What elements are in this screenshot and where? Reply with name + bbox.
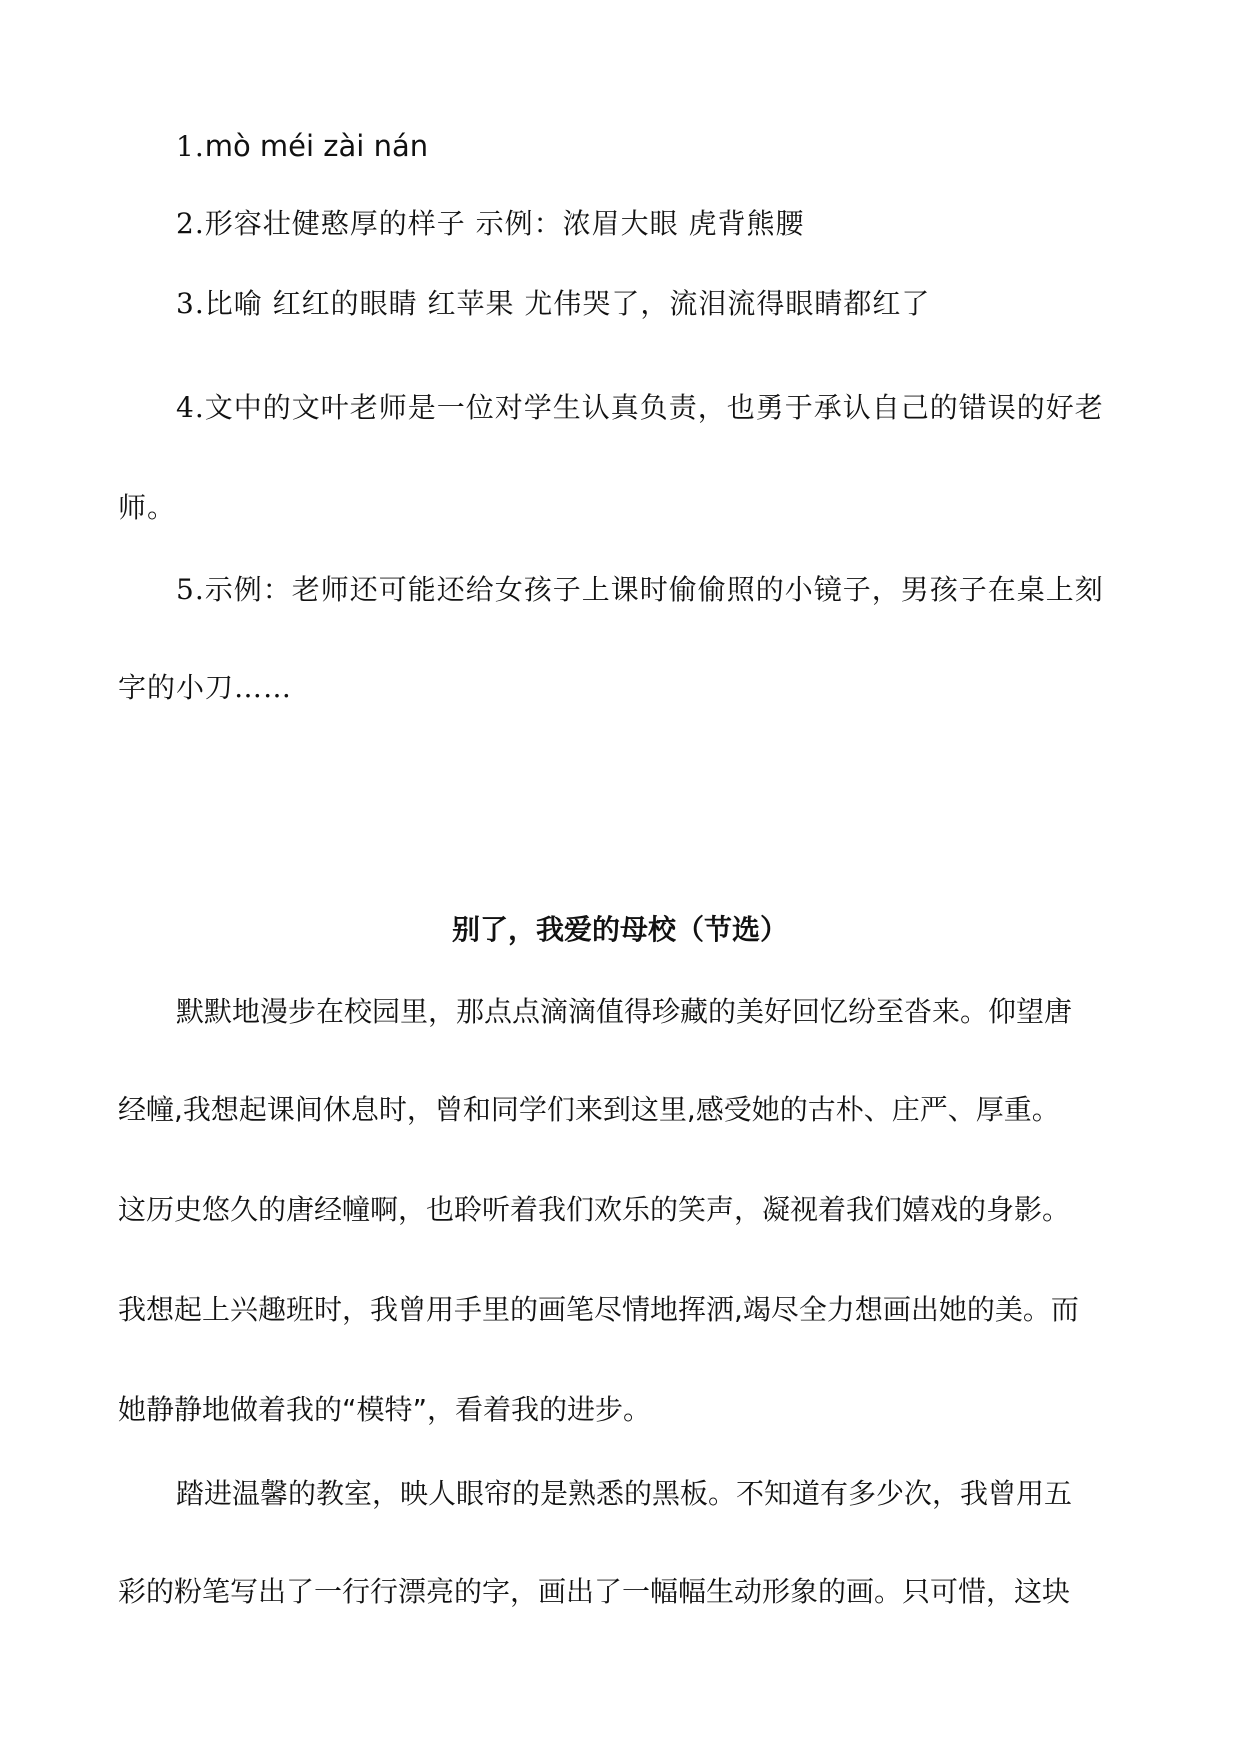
answer-4-line-2: 师。 [118,491,177,524]
answer-4-line-1: 4.文中的文叶老师是一位对学生认真负责，也勇于承认自己的错误的好老 [176,391,1104,424]
answer-1-pinyin: mò méi zài nán [204,129,429,163]
answer-3: 3.比喻 红红的眼睛 红苹果 尤伟哭了，流泪流得眼睛都红了 [176,287,931,320]
paragraph-1-line-2: 经幢,我想起课间休息时，曾和同学们来到这里,感受她的古朴、庄严、厚重。 [118,1093,1060,1126]
paragraph-2-line-2: 彩的粉笔写出了一行行漂亮的字，画出了一幅幅生动形象的画。只可惜，这块 [118,1575,1071,1608]
paragraph-1-line-4: 我想起上兴趣班时，我曾用手里的画笔尽情地挥洒,竭尽全力想画出她的美。而 [118,1293,1079,1326]
paragraph-2-line-1: 踏进温馨的教室，映人眼帘的是熟悉的黑板。不知道有多少次，我曾用五 [176,1477,1073,1510]
article-title: 别了，我爱的母校（节选） [451,913,788,946]
answer-2: 2.形容壮健憨厚的样子 示例：浓眉大眼 虎背熊腰 [176,207,805,240]
paragraph-1-line-1: 默默地漫步在校园里，那点点滴滴值得珍藏的美好回忆纷至沓来。仰望唐 [176,995,1073,1028]
answer-1-number: 1. [176,130,205,163]
answer-1 [176,126,428,168]
paragraph-1-line-5: 她静静地做着我的“模特”，看着我的进步。 [118,1393,652,1426]
paragraph-1-line-3: 这历史悠久的唐经幢啊，也聆听着我们欢乐的笑声，凝视着我们嬉戏的身影。 [118,1193,1071,1226]
answer-5-line-2: 字的小刀…… [118,671,293,704]
answer-5-line-1: 5.示例：老师还可能还给女孩子上课时偷偷照的小镜子，男孩子在桌上刻 [176,573,1104,606]
